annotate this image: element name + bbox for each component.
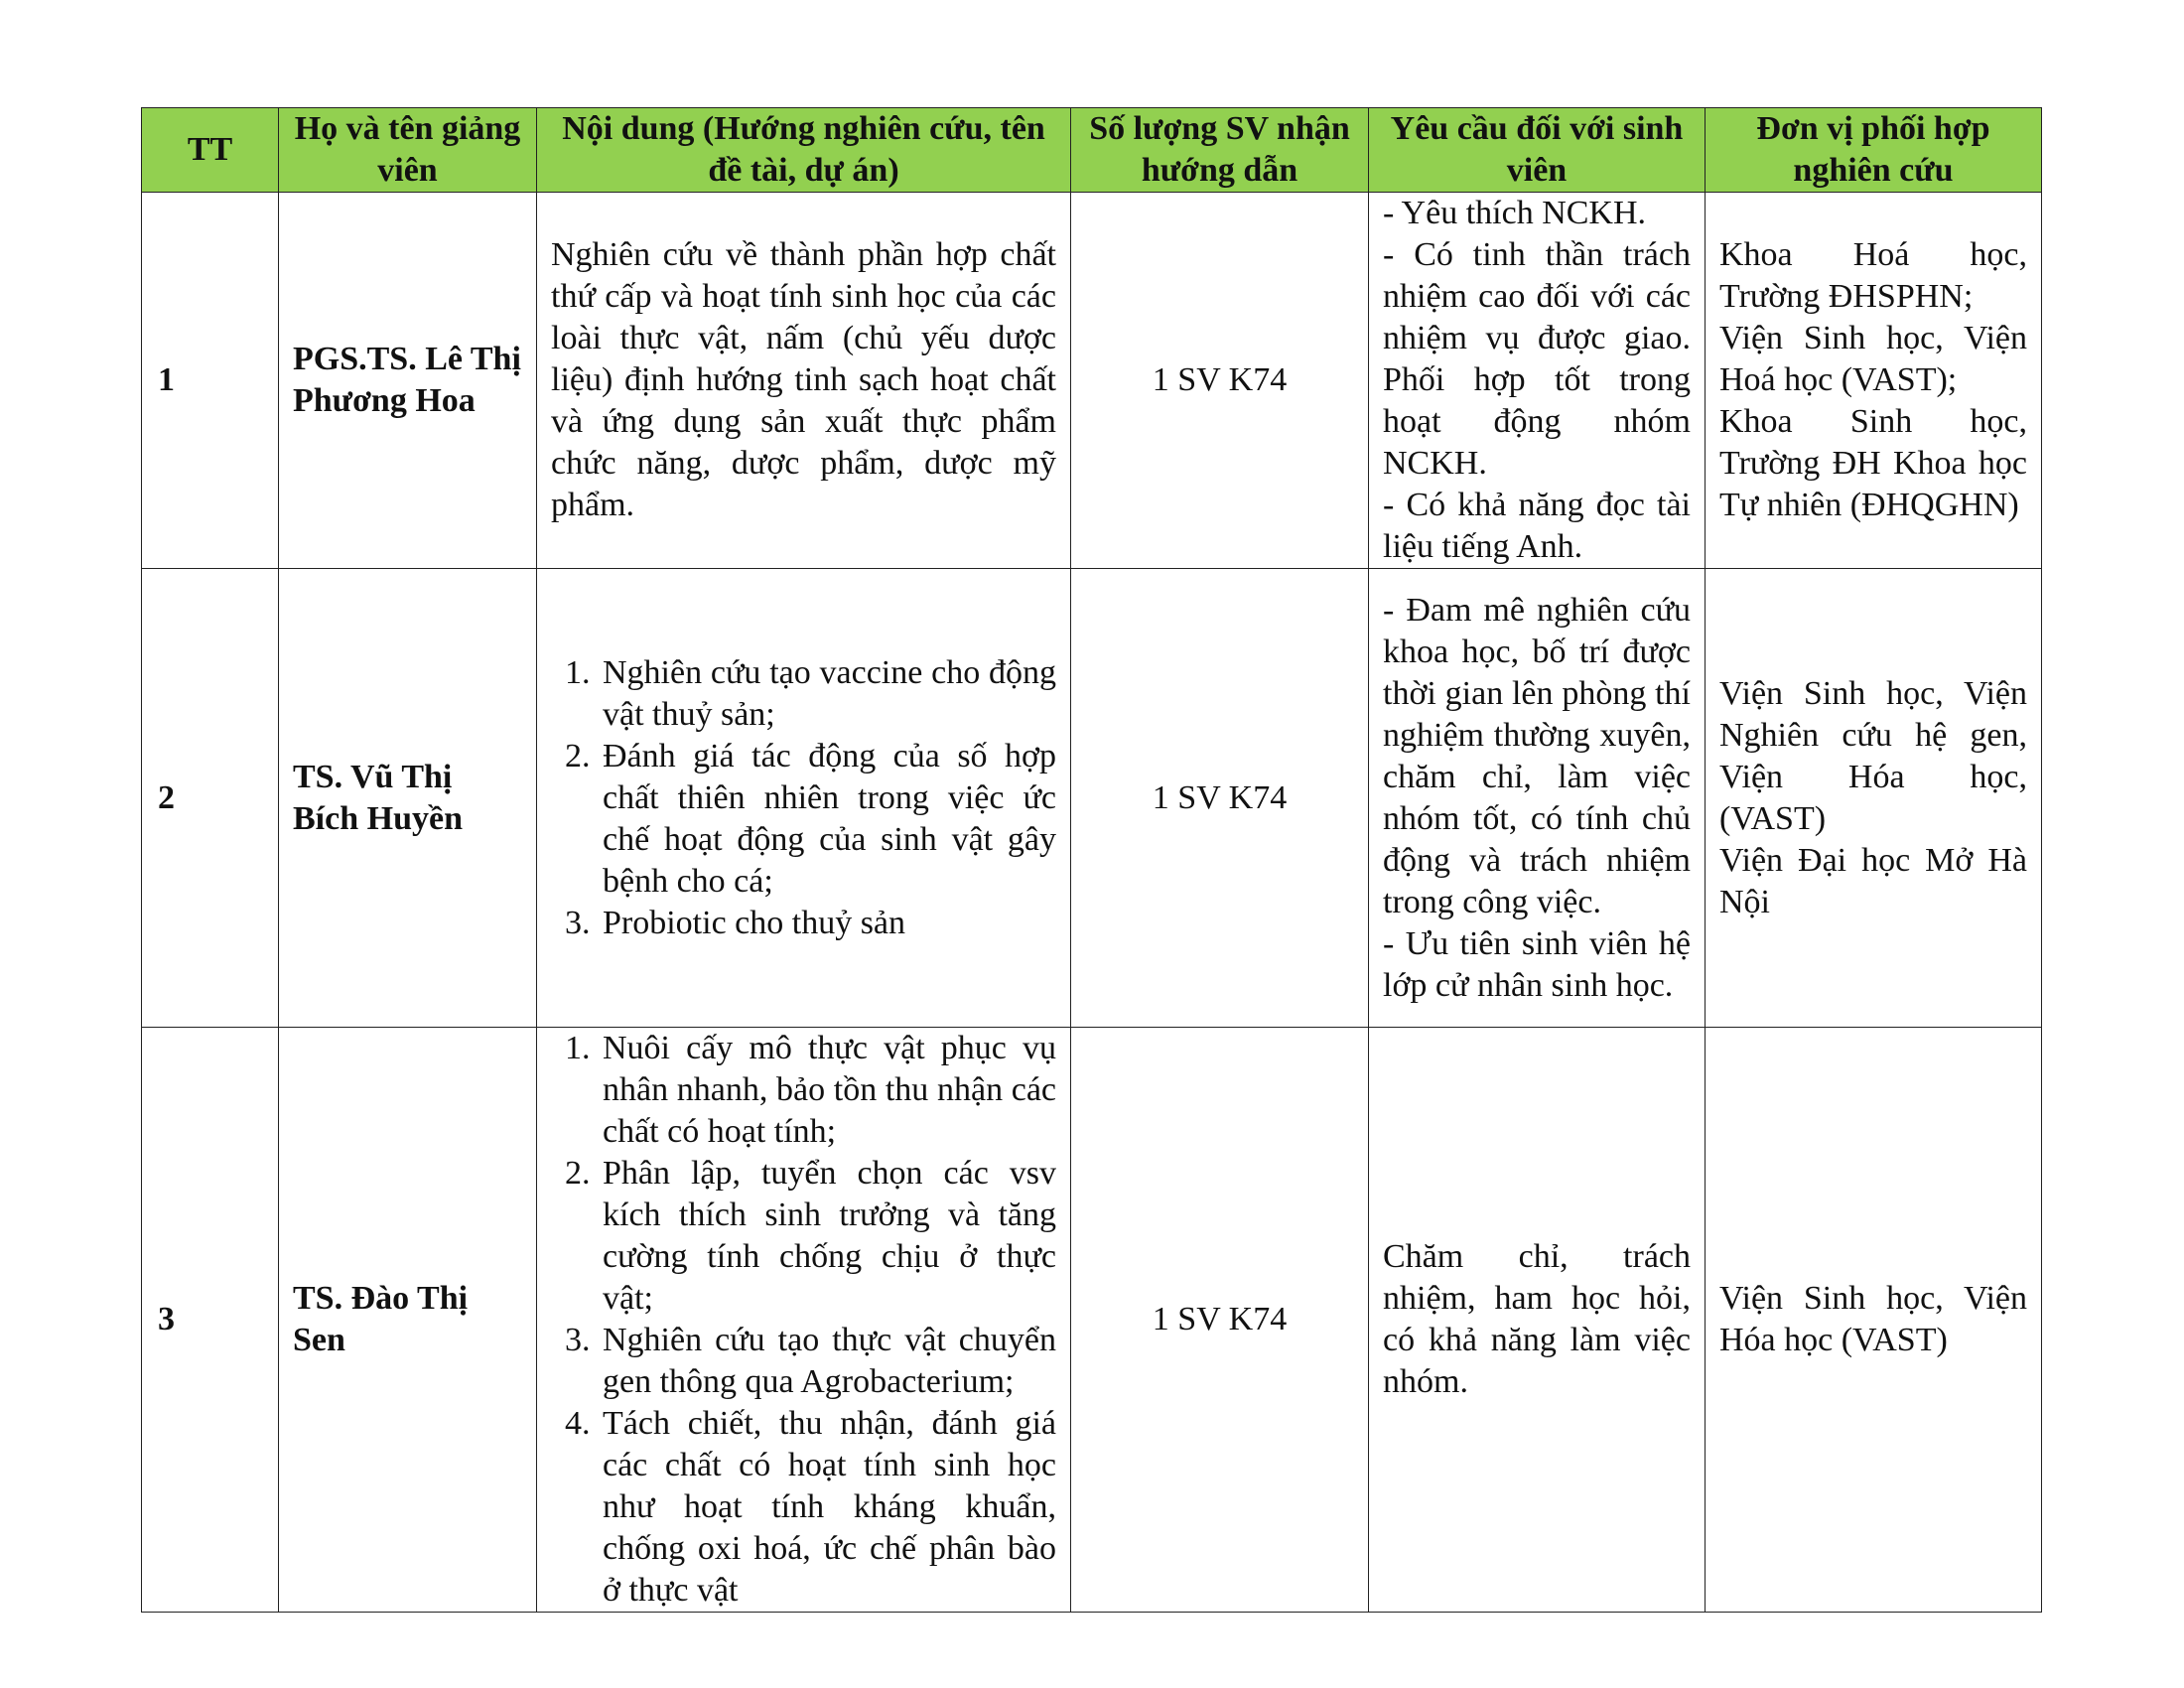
student-requirements — [1369, 193, 1706, 569]
requirement-item: - Có khả năng đọc tài liệu tiếng Anh. — [1383, 487, 1691, 565]
research-topic: 2. Phân lập, tuyển chọn các vsv kích thích sinh trưởng và tăng cường tính chống chịu ở thực vật; — [599, 1153, 1056, 1320]
requirement-item: - Ưu tiên sinh viên hệ lớp cử nhân sinh học. — [1383, 924, 1691, 1004]
row-number: 3 — [142, 1028, 279, 1613]
table-row — [142, 569, 2042, 1028]
student-quantity: 1 SV K74 — [1071, 569, 1369, 1028]
lecturer-name: PGS.TS. Lê Thị Phương Hoa — [279, 193, 537, 569]
research-description: Nghiên cứu về thành phần hợp chất thứ cấp và hoạt tính sinh học của các loài thực vật, nấm (chủ yếu dược liệu) định hướng tinh sạch hoạt chất và ứng dụng sản xuất thực phẩm chức năng, dược phẩm, dược mỹ phẩm. — [551, 236, 1056, 523]
student-requirements — [1369, 1028, 1706, 1613]
lecturer-name: TS. Đào Thị Sen — [279, 1028, 537, 1613]
requirement-item: Chăm chỉ, trách nhiệm, ham học hỏi, có khả năng làm việc nhóm. — [1383, 1238, 1691, 1400]
table-row — [142, 193, 2042, 569]
requirement-item: - Có tinh thần trách nhiệm cao đối với các nhiệm vụ được giao. Phối hợp tốt trong hoạt động nhóm NCKH. — [1383, 236, 1691, 482]
header-tt: TT — [142, 108, 279, 193]
research-topic: 3. Probiotic cho thuỷ sản — [599, 903, 1056, 944]
research-topic-list — [551, 652, 1056, 944]
research-table — [141, 107, 2042, 1613]
partner-item: Viện Đại học Mở Hà Nội — [1719, 841, 2027, 920]
student-quantity: 1 SV K74 — [1071, 193, 1369, 569]
student-requirements — [1369, 569, 1706, 1028]
requirement-item: - Yêu thích NCKH. — [1383, 195, 1647, 231]
partner-units — [1706, 569, 2042, 1028]
research-topic: 2. Đánh giá tác động của số hợp chất thiên nhiên trong việc ức chế hoạt động của sinh vật gây bệnh cho cá; — [599, 736, 1056, 903]
research-content — [537, 1028, 1071, 1613]
row-number: 1 — [142, 193, 279, 569]
header-requirements: Yêu cầu đối với sinh viên — [1369, 108, 1706, 193]
partner-item: Khoa Sinh học, Trường ĐH Khoa học Tự nhiên (ĐHQGHN) — [1719, 403, 2027, 523]
requirement-item: - Đam mê nghiên cứu khoa học, bố trí được thời gian lên phòng thí nghiệm thường xuyên, chăm chỉ, làm việc nhóm tốt, có tính chủ động và trách nhiệm trong công việc. — [1383, 591, 1691, 920]
header-content: Nội dung (Hướng nghiên cứu, tên đề tài, dự án) — [537, 108, 1071, 193]
partner-item: Viện Sinh học, Viện Nghiên cứu hệ gen, Viện Hóa học, (VAST) — [1719, 674, 2027, 837]
partner-item: Khoa Hoá học, Trường ĐHSPHN; — [1719, 236, 2027, 315]
student-quantity: 1 SV K74 — [1071, 1028, 1369, 1613]
research-content — [537, 193, 1071, 569]
research-topic: 1. Nuôi cấy mô thực vật phục vụ nhân nhanh, bảo tồn thu nhận các chất có hoạt tính; — [599, 1028, 1056, 1153]
partner-item: Viện Sinh học, Viện Hóa học (VAST) — [1719, 1280, 2027, 1358]
lecturer-name: TS. Vũ Thị Bích Huyền — [279, 569, 537, 1028]
header-partners: Đơn vị phối hợp nghiên cứu — [1706, 108, 2042, 193]
header-row — [142, 108, 2042, 193]
table-row — [142, 1028, 2042, 1613]
research-topic: 4. Tách chiết, thu nhận, đánh giá các chất có hoạt tính sinh học như hoạt tính kháng khuẩn, chống oxi hoá, ức chế phân bào ở thực vật — [599, 1403, 1056, 1612]
partner-units — [1706, 193, 2042, 569]
header-quantity: Số lượng SV nhận hướng dẫn — [1071, 108, 1369, 193]
research-topic-list — [551, 1028, 1056, 1612]
partner-units — [1706, 1028, 2042, 1613]
row-number: 2 — [142, 569, 279, 1028]
research-content — [537, 569, 1071, 1028]
partner-item: Viện Sinh học, Viện Hoá học (VAST); — [1719, 320, 2027, 398]
research-topic: 1. Nghiên cứu tạo vaccine cho động vật thuỷ sản; — [599, 652, 1056, 736]
research-topic: 3. Nghiên cứu tạo thực vật chuyển gen thông qua Agrobacterium; — [599, 1320, 1056, 1403]
header-lecturer: Họ và tên giảng viên — [279, 108, 537, 193]
